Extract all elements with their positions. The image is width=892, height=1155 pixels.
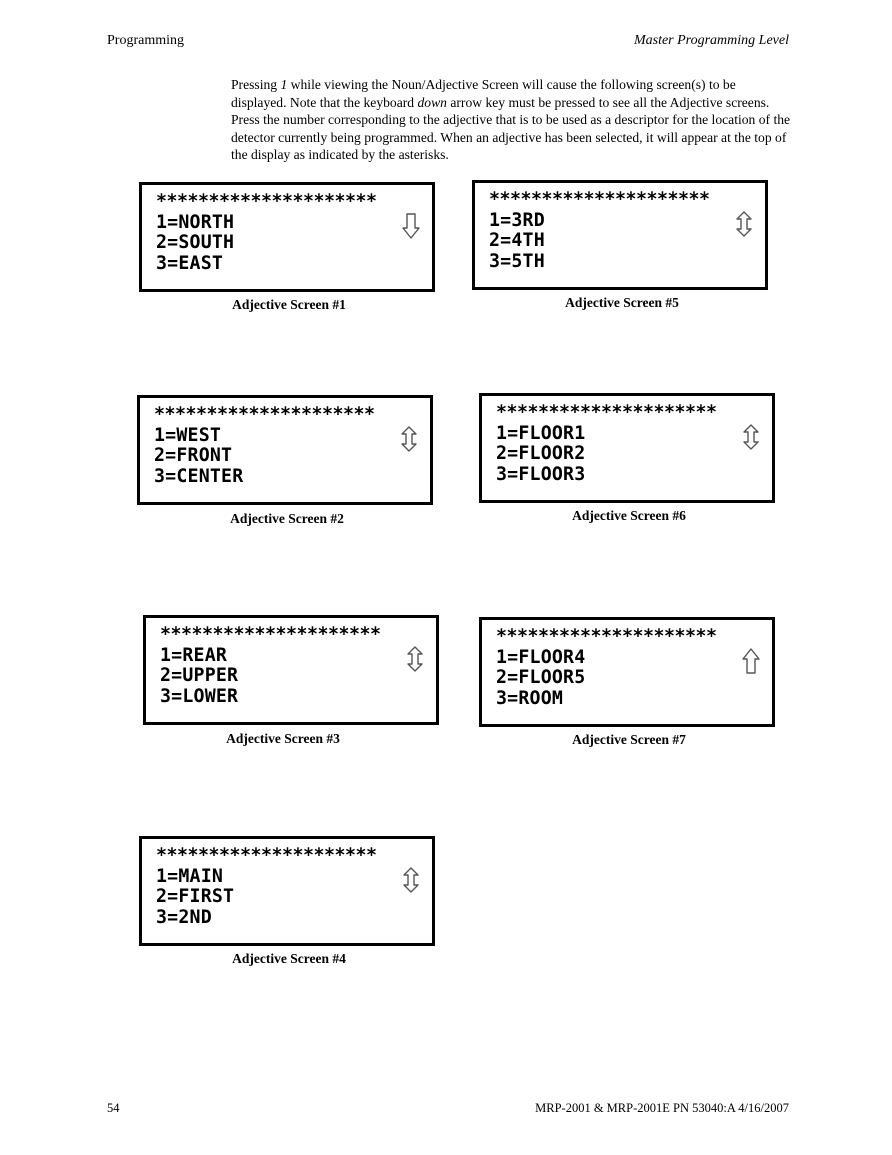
- lcd-line-1: 1=NORTH: [156, 210, 235, 233]
- screen-caption: Adjective Screen #1: [232, 297, 346, 312]
- lcd-text: [489, 189, 710, 271]
- adjective-screen-7: [479, 617, 775, 727]
- lcd-line-2: 2=UPPER: [160, 664, 239, 686]
- lcd-line-3: 3=ROOM: [496, 686, 564, 709]
- intro-text-1: Pressing: [231, 77, 281, 92]
- up-arrow-icon: [742, 648, 760, 674]
- up-down-arrow-icon: [735, 211, 753, 237]
- screen-caption: Adjective Screen #6: [572, 508, 686, 523]
- up-down-arrow-icon: [400, 426, 418, 452]
- lcd-line-1: 1=3RD: [489, 208, 545, 231]
- lcd-text: [496, 626, 717, 708]
- lcd-line-1: 1=FLOOR1: [496, 421, 586, 444]
- lcd-asterisks: *********************: [156, 190, 377, 212]
- lcd-line-2: 2=4TH: [489, 229, 545, 251]
- lcd-asterisks: *********************: [489, 188, 710, 210]
- lcd-text: [156, 845, 377, 927]
- lcd-line-1: 1=REAR: [160, 643, 228, 666]
- lcd-line-1: 1=WEST: [154, 423, 222, 446]
- intro-text-2: while viewing the Noun/Adjective Screen will cause the following screen(s) to be displayed. Note that the keyboard: [231, 77, 736, 110]
- header-section-title: Programming: [107, 33, 184, 48]
- lcd-asterisks: *********************: [496, 625, 717, 647]
- intro-paragraph: [231, 76, 791, 164]
- adjective-screen-3: [143, 615, 439, 725]
- lcd-text: [156, 191, 377, 273]
- lcd-asterisks: *********************: [496, 401, 717, 423]
- lcd-line-2: 2=FLOOR2: [496, 442, 586, 464]
- adjective-screen-5: [472, 180, 768, 290]
- lcd-line-2: 2=SOUTH: [156, 231, 235, 253]
- screen-caption: Adjective Screen #4: [232, 951, 346, 966]
- screen-caption: Adjective Screen #5: [565, 295, 679, 310]
- adjective-screen-2: [137, 395, 433, 505]
- lcd-asterisks: *********************: [154, 403, 375, 425]
- lcd-line-3: 3=5TH: [489, 249, 545, 272]
- lcd-asterisks: *********************: [156, 844, 377, 866]
- lcd-line-3: 3=FLOOR3: [496, 462, 586, 485]
- lcd-text: [496, 402, 717, 484]
- up-down-arrow-icon: [406, 646, 424, 672]
- screen-caption: Adjective Screen #7: [572, 732, 686, 747]
- intro-key: 1: [280, 77, 288, 92]
- lcd-line-1: 1=MAIN: [156, 864, 224, 887]
- up-down-arrow-icon: [402, 867, 420, 893]
- lcd-line-3: 3=LOWER: [160, 684, 239, 707]
- screen-caption: Adjective Screen #3: [226, 731, 340, 746]
- lcd-line-3: 3=EAST: [156, 251, 224, 274]
- page-number: 54: [107, 1101, 120, 1115]
- document-reference: MRP-2001 & MRP-2001E PN 53040:A 4/16/2007: [535, 1101, 789, 1115]
- lcd-line-3: 3=CENTER: [154, 464, 244, 487]
- lcd-line-3: 3=2ND: [156, 905, 212, 928]
- adjective-screen-1: [139, 182, 435, 292]
- header-chapter-title: Master Programming Level: [633, 33, 789, 48]
- down-arrow-icon: [402, 213, 420, 239]
- adjective-screen-4: [139, 836, 435, 946]
- lcd-text: [154, 404, 375, 486]
- intro-text-3: arrow key must be pressed to see all the Adjective screens. Press the number corresponding to the adjective that is to be used as a descriptor for the location of the detector currently being programmed. When an adjective has been selected, it will appear at the top of the display as indicated by the asterisks.: [231, 94, 791, 163]
- lcd-line-1: 1=FLOOR4: [496, 645, 586, 668]
- lcd-line-2: 2=FRONT: [154, 444, 233, 466]
- lcd-text: [160, 624, 381, 706]
- lcd-line-2: 2=FIRST: [156, 885, 235, 907]
- intro-arrow-word: down: [417, 94, 447, 110]
- screen-caption: Adjective Screen #2: [230, 511, 344, 526]
- lcd-asterisks: *********************: [160, 623, 381, 645]
- lcd-line-2: 2=FLOOR5: [496, 666, 586, 688]
- up-down-arrow-icon: [742, 424, 760, 450]
- adjective-screen-6: [479, 393, 775, 503]
